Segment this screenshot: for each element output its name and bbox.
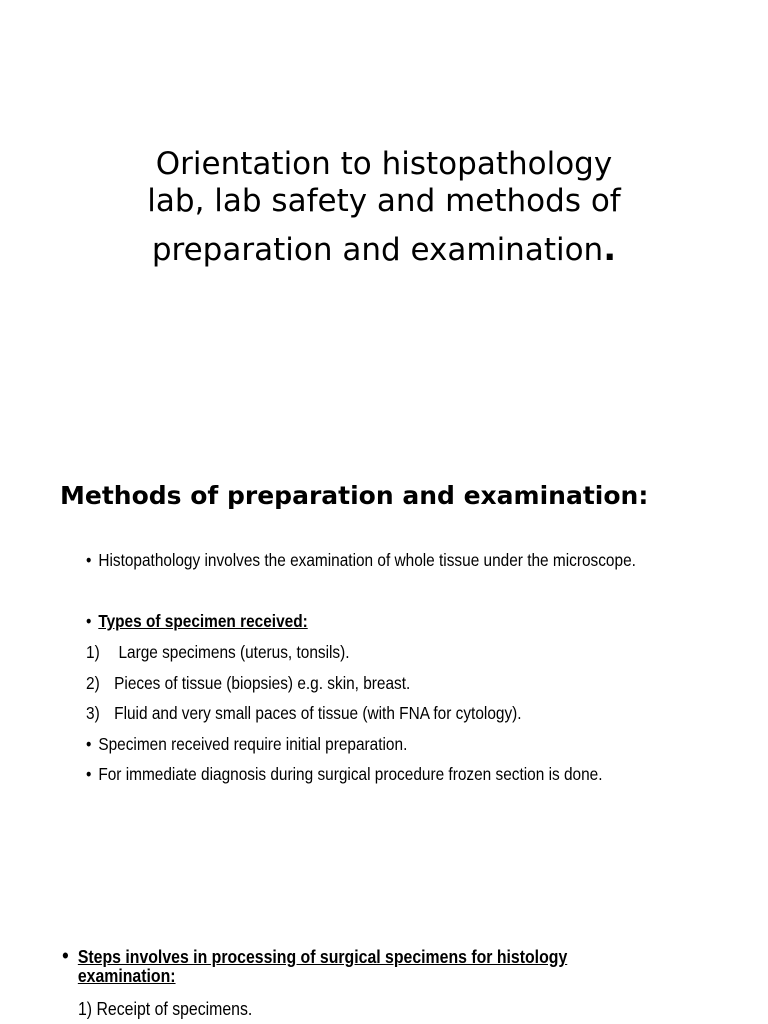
bullet-glyph: •: [62, 943, 69, 968]
intro-bullet-text: Histopathology involves the examination of whole tissue under the microscope.: [98, 550, 636, 570]
list-item: [86, 673, 410, 694]
title-line-2: lab, lab safety and methods of: [147, 183, 621, 220]
bullet-glyph: •: [86, 734, 92, 754]
title-period: .: [603, 229, 617, 270]
item-number: 3): [86, 703, 100, 723]
item-text: Pieces of tissue (biopsies) e.g. skin, breast.: [114, 673, 411, 693]
item-text: Large specimens (uterus, tonsils).: [114, 642, 350, 662]
first-step: 1) Receipt of specimens.: [78, 999, 253, 1019]
slide-title: [80, 146, 688, 270]
list-item: [86, 734, 407, 755]
bullet-glyph: •: [86, 764, 92, 784]
list-item: [86, 764, 603, 785]
steps-heading: Steps involves in processing of surgical specimens for histology examination:: [77, 947, 568, 986]
item-number: 2): [86, 673, 100, 693]
bullet-glyph: •: [86, 550, 92, 570]
list-item: [86, 642, 350, 663]
steps-heading-block: [62, 943, 625, 986]
bullet-glyph: •: [86, 611, 92, 631]
item-number: 1): [86, 642, 100, 662]
title-line-1: Orientation to histopathology: [155, 146, 613, 182]
title-line-3-text: preparation and examination: [151, 232, 604, 269]
section-heading: Methods of preparation and examination:: [60, 481, 649, 510]
title-line-3: [80, 229, 688, 270]
list-item: [86, 611, 308, 632]
list-item: [86, 703, 522, 724]
types-heading: Types of specimen received:: [98, 611, 308, 631]
list-item: [86, 550, 636, 571]
bullet-text: Specimen received require initial preparation.: [98, 734, 408, 754]
item-text: Fluid and very small paces of tissue (with FNA for cytology).: [114, 703, 522, 723]
bullet-text: For immediate diagnosis during surgical procedure frozen section is done.: [98, 764, 603, 784]
